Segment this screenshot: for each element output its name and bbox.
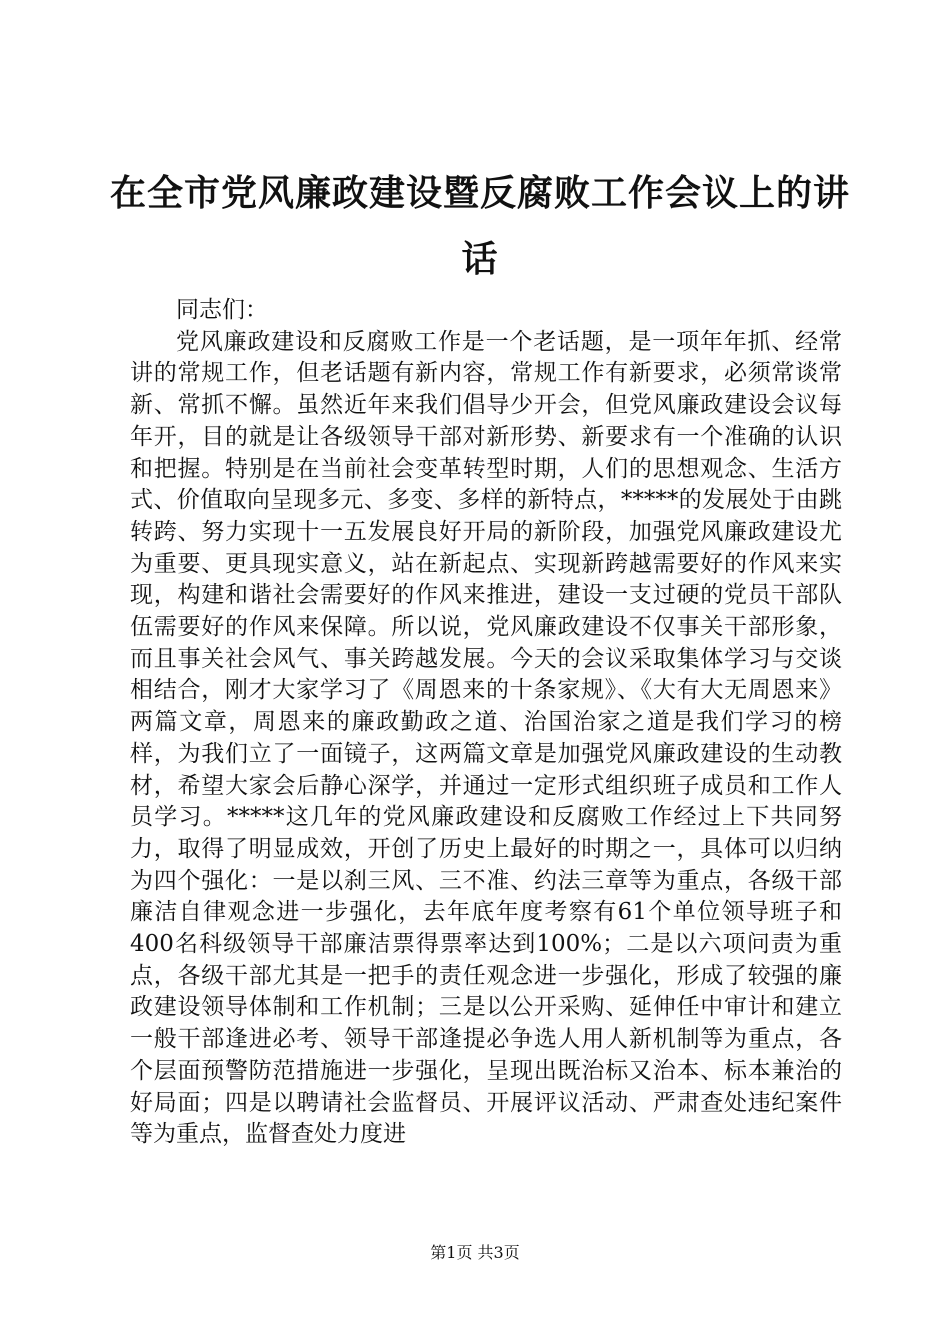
document-title: 在全市党风廉政建设暨反腐败工作会议上的讲话 <box>110 172 851 280</box>
page-footer: 第1页 共3页 <box>430 1243 520 1262</box>
document-body <box>130 295 842 1151</box>
salutation: 同志们： <box>176 297 268 323</box>
body-paragraph: 党风廉政建设和反腐败工作是一个老话题，是一项年年抓、经常讲的常规工作，但老话题有新内容，常规工作有新要求，必须常谈常新、常抓不懈。虽然近年来我们倡导少开会，但党风廉政建设会议每年开，目的就是让各级领导干部对新形势、新要求有一个准确的认识和把握。特别是在当前社会变革转型时期，人们的思想观念、生活方式、价值取向呈现多元、多变、多样的新特点，*****的发展处于由跳转跨、努力实现十一五发展良好开局的新阶段，加强党风廉政建设尤为重要、更具现实意义，站在新起点、实现新跨越需要好的作风来实现，构建和谐社会需要好的作风来推进，建设一支过硬的党员干部队伍需要好的作风来保障。所以说，党风廉政建设不仅事关干部形象，而且事关社会风气、事关跨越发展。今天的会议采取集体学习与交谈相结合，刚才大家学习了《周恩来的十条家规》、《大有大无周恩来》两篇文章，周恩来的廉政勤政之道、治国治家之道是我们学习的榜样，为我们立了一面镜子，这两篇文章是加强党风廉政建设的生动教材，希望大家会后静心深学，并通过一定形式组织班子成员和工作人员学习。*****这几年的党风廉政建设和反腐败工作经过上下共同努力，取得了明显成效，开创了历史上最好的时期之一，具体可以归纳为四个强化：一是以刹三风、三不准、约法三章等为重点，各级干部廉洁自律观念进一步强化，去年底年度考察有61个单位领导班子和400名科级领导干部廉洁票得票率达到100%；二是以六项问责为重点，各级干部尤其是一把手的责任观念进一步强化，形成了较强的廉政建设领导体制和工作机制；三是以公开采购、延伸任中审计和建立一般干部逢进必考、领导干部逢提必争选人用人新机制等为重点，各个层面预警防范措施进一步强化，呈现出既治标又治本、标本兼治的好局面；四是以聘请社会监督员、开展评议活动、严肃查处违纪案件等为重点，监督查处力度进 <box>130 328 842 1148</box>
